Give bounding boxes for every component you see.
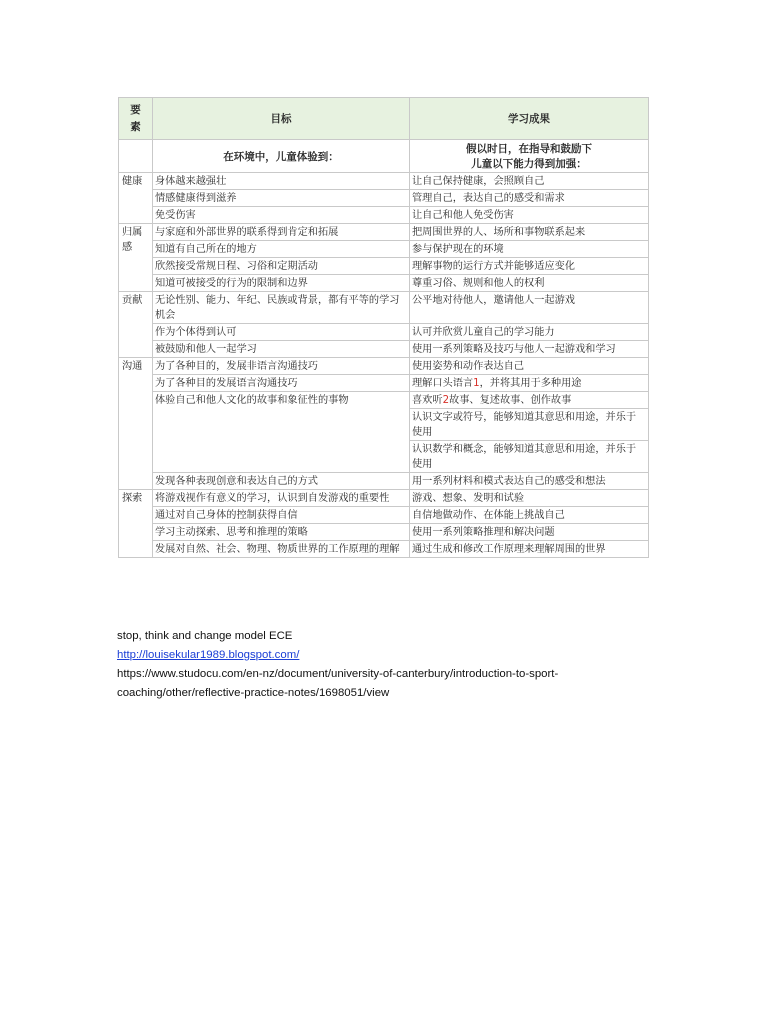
- subheader-outcome-line1: 假以时日，在指导和鼓励下: [466, 143, 592, 155]
- note-title: stop, think and change model ECE: [117, 630, 293, 642]
- category-cell: 健康: [119, 173, 153, 224]
- table-row: [119, 173, 649, 190]
- goal-cell: 与家庭和外部世界的联系得到肯定和拓展: [153, 224, 410, 241]
- goal-cell: 知道可被接受的行为的限制和边界: [153, 275, 410, 292]
- table-row: [119, 324, 649, 341]
- goal-cell: 将游戏视作有意义的学习，认识到自发游戏的重要性: [153, 490, 410, 507]
- table-row: [119, 507, 649, 524]
- table-row: [119, 292, 649, 324]
- outcome-cell: [410, 375, 649, 392]
- subheader-empty: [119, 140, 153, 173]
- category-cell: 沟通: [119, 358, 153, 490]
- table-row: [119, 224, 649, 241]
- table-subheader-row: [119, 140, 649, 173]
- outcome-cell: 用一系列材料和模式表达自己的感受和想法: [410, 473, 649, 490]
- goal-cell: 被鼓励和他人一起学习: [153, 341, 410, 358]
- table-row: [119, 524, 649, 541]
- goal-cell: 发现各种表现创意和表达自己的方式: [153, 473, 410, 490]
- outcome-cell: 管理自己，表达自己的感受和需求: [410, 190, 649, 207]
- subheader-outcome-line2: 儿童以下能力得到加强：: [471, 158, 587, 170]
- outcome-cell: 让自己保持健康，会照顾自己: [410, 173, 649, 190]
- table-row: [119, 275, 649, 292]
- outcome-cell: 认识文字或符号，能够知道其意思和用途，并乐于使用: [410, 409, 649, 441]
- header-goal: 目标: [153, 98, 410, 140]
- header-element: 要素: [119, 98, 153, 140]
- category-cell: 贡献: [119, 292, 153, 358]
- goal-cell: 作为个体得到认可: [153, 324, 410, 341]
- outcome-cell: 公平地对待他人，邀请他人一起游戏: [410, 292, 649, 324]
- footnote-marker: 2: [442, 395, 450, 406]
- outcome-cell: 自信地做动作、在体能上挑战自己: [410, 507, 649, 524]
- goal-cell: 情感健康得到滋养: [153, 190, 410, 207]
- goal-cell: 通过对自己身体的控制获得自信: [153, 507, 410, 524]
- table-row: [119, 473, 649, 490]
- outcome-text: 理解口头语言: [412, 378, 474, 389]
- outcome-cell: 尊重习俗、规则和他人的权利: [410, 275, 649, 292]
- outcome-cell: 认可并欣赏儿童自己的学习能力: [410, 324, 649, 341]
- subheader-goal: 在环境中，儿童体验到：: [153, 140, 410, 173]
- goal-cell: 发展对自然、社会、物理、物质世界的工作原理的理解: [153, 541, 410, 558]
- table-row: [119, 258, 649, 275]
- footnote-marker: 1: [473, 378, 480, 389]
- goal-cell: 知道有自己所在的地方: [153, 241, 410, 258]
- goal-cell: 为了各种目的发展语言沟通技巧: [153, 375, 410, 392]
- outcome-text: 故事、复述故事、创作故事: [449, 395, 572, 406]
- learning-goals-table: [118, 97, 649, 558]
- outcome-text: ，并将其用于多种用途: [479, 378, 582, 389]
- outcome-cell: 通过生成和修改工作原理来理解周围的世界: [410, 541, 649, 558]
- outcome-cell: 认识数学和概念，能够知道其意思和用途，并乐于使用: [410, 441, 649, 473]
- table-row: [119, 207, 649, 224]
- table-row: [119, 341, 649, 358]
- outcome-cell: 使用姿势和动作表达自己: [410, 358, 649, 375]
- outcome-cell: 参与保护现在的环境: [410, 241, 649, 258]
- outcome-cell: 游戏、想象、发明和试验: [410, 490, 649, 507]
- blog-link[interactable]: http://louisekular1989.blogspot.com/: [117, 649, 300, 661]
- goal-cell: 为了各种目的，发展非语言沟通技巧: [153, 358, 410, 375]
- table-row: [119, 358, 649, 375]
- table-row: [119, 392, 649, 409]
- outcome-cell: 把周围世界的人、场所和事物联系起来: [410, 224, 649, 241]
- goal-cell: 身体越来越强壮: [153, 173, 410, 190]
- table-row: [119, 241, 649, 258]
- reference-notes: [117, 627, 558, 703]
- outcome-cell: [410, 392, 649, 409]
- outcome-cell: 使用一系列策略及技巧与他人一起游戏和学习: [410, 341, 649, 358]
- table-row: [119, 541, 649, 558]
- table-row: [119, 375, 649, 392]
- goal-cell: 无论性别、能力、年纪、民族或背景，都有平等的学习机会: [153, 292, 410, 324]
- header-outcome: 学习成果: [410, 98, 649, 140]
- category-cell: 探索: [119, 490, 153, 558]
- category-cell: 归属感: [119, 224, 153, 292]
- subheader-outcome: [410, 140, 649, 173]
- studocu-url-line2: coaching/other/reflective-practice-notes/1698051/view: [117, 687, 390, 699]
- outcome-text: 喜欢听: [412, 395, 443, 406]
- table-row: [119, 490, 649, 507]
- goal-cell: 学习主动探索、思考和推理的策略: [153, 524, 410, 541]
- studocu-url-line1: https://www.studocu.com/en-nz/document/university-of-canterbury/introduction-to-sport-: [117, 668, 559, 680]
- outcome-cell: 使用一系列策略推理和解决问题: [410, 524, 649, 541]
- table-row: [119, 190, 649, 207]
- outcome-cell: 理解事物的运行方式并能够适应变化: [410, 258, 649, 275]
- outcome-cell: 让自己和他人免受伤害: [410, 207, 649, 224]
- goal-cell: 欣然接受常规日程、习俗和定期活动: [153, 258, 410, 275]
- goal-cell: 体验自己和他人文化的故事和象征性的事物: [153, 392, 410, 473]
- table-header-row: [119, 98, 649, 140]
- goal-cell: 免受伤害: [153, 207, 410, 224]
